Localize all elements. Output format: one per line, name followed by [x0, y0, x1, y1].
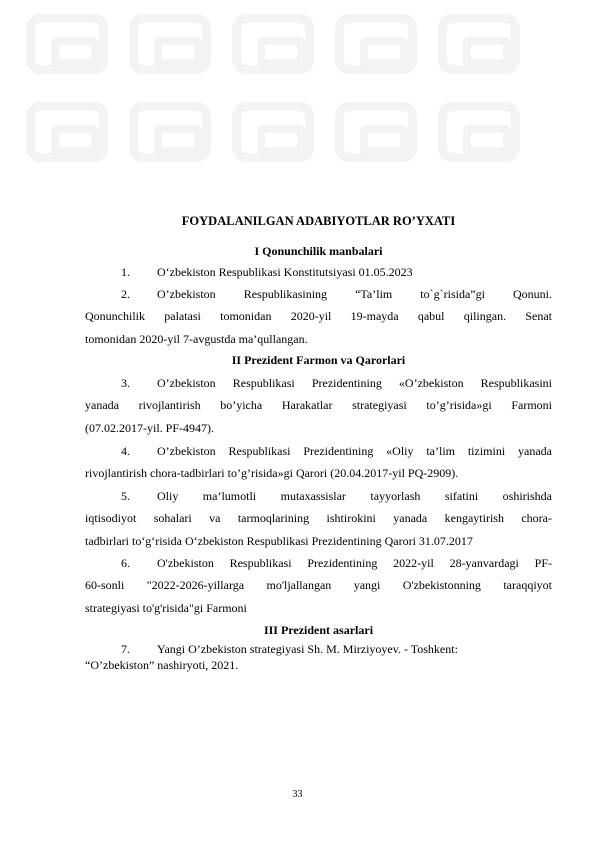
item-text-line: O'zbekiston Respublikasi Prezidentining 2022-yil 28-yanvardagi PF-	[157, 556, 552, 570]
item-text-line: O‘zbekiston Respublikasi Konstitutsiyasi 01.05.2023	[157, 265, 413, 279]
list-item	[85, 485, 552, 552]
item-number: 2.	[121, 287, 130, 301]
item-text-line: iqtisodiyot sohalari va tarmoqlarining ishtirokini yanada kengaytirish chora-	[85, 511, 552, 526]
item-text-line: strategiyasi to'g'risida"gi Farmoni	[85, 600, 247, 615]
list-item	[85, 552, 552, 619]
item-text-line: rivojlantirish chora-tadbirlari to’g’risida»gi Qarori (20.04.2017-yil PQ-2909).	[85, 466, 459, 481]
list-item	[85, 440, 552, 485]
item-text-line: 60-sonli "2022-2026-yillarga mo'ljallangan yangi O'zbekistonning taraqqiyot	[85, 578, 552, 593]
item-text-line: (07.02.2017-yil. PF-4947).	[85, 420, 214, 435]
item-number: 5.	[121, 489, 130, 503]
item-text-line: O’zbekiston Respublikasining “Ta’lim to`g`risida”gi Qonuni.	[157, 287, 552, 301]
section-heading-decrees: II Prezident Farmon va Qarorlari	[231, 353, 406, 367]
document-title: FOYDALANILGAN ADABIYOTLAR RO’YXATI	[181, 214, 456, 228]
item-text-line: O’zbekiston Respublikasi Prezidentining «O’zbekiston Respublikasini	[157, 376, 552, 390]
list-item	[85, 372, 552, 439]
section-heading-legislation: I Qonunchilik manbalari	[254, 244, 383, 258]
page-number: 33	[292, 789, 303, 800]
item-text-line: Qonunchilik palatasi tomonidan 2020-yil 19-mayda qabul qilingan. Senat	[85, 309, 552, 324]
list-item	[85, 641, 552, 673]
item-text-line: tadbirlari to‘g‘risida O‘zbekiston Respublikasi Prezidentining Qarori 31.07.2017	[85, 533, 473, 548]
item-number: 7.	[121, 642, 130, 656]
list-item	[85, 283, 552, 350]
item-number: 6.	[121, 556, 130, 570]
item-text-line: Oliy ma’lumotli mutaxassislar tayyorlash sifatini oshirishda	[157, 489, 552, 503]
item-text-line: tomonidan 2020-yil 7-avgustda ma’qullangan.	[85, 331, 308, 346]
item-text-line: “O’zbekiston” nashiryoti, 2021.	[85, 658, 239, 672]
item-text-line: Yangi O’zbekiston strategiyasi Sh. M. Mirziyoyev. - Toshkent:	[157, 642, 458, 656]
item-text-line: O’zbekiston Respublikasi Prezidentining «Oliy ta’lim tizimini yanada	[157, 444, 552, 458]
section-heading-works: III Prezident asarlari	[263, 623, 374, 637]
item-number: 1.	[121, 265, 130, 279]
item-number: 3.	[121, 376, 130, 390]
list-item	[85, 261, 552, 283]
item-number: 4.	[121, 444, 130, 458]
item-text-line: yanada rivojlantirish bo’yicha Harakatlar strategiyasi to’g’risida»gi Farmoni	[85, 398, 552, 413]
